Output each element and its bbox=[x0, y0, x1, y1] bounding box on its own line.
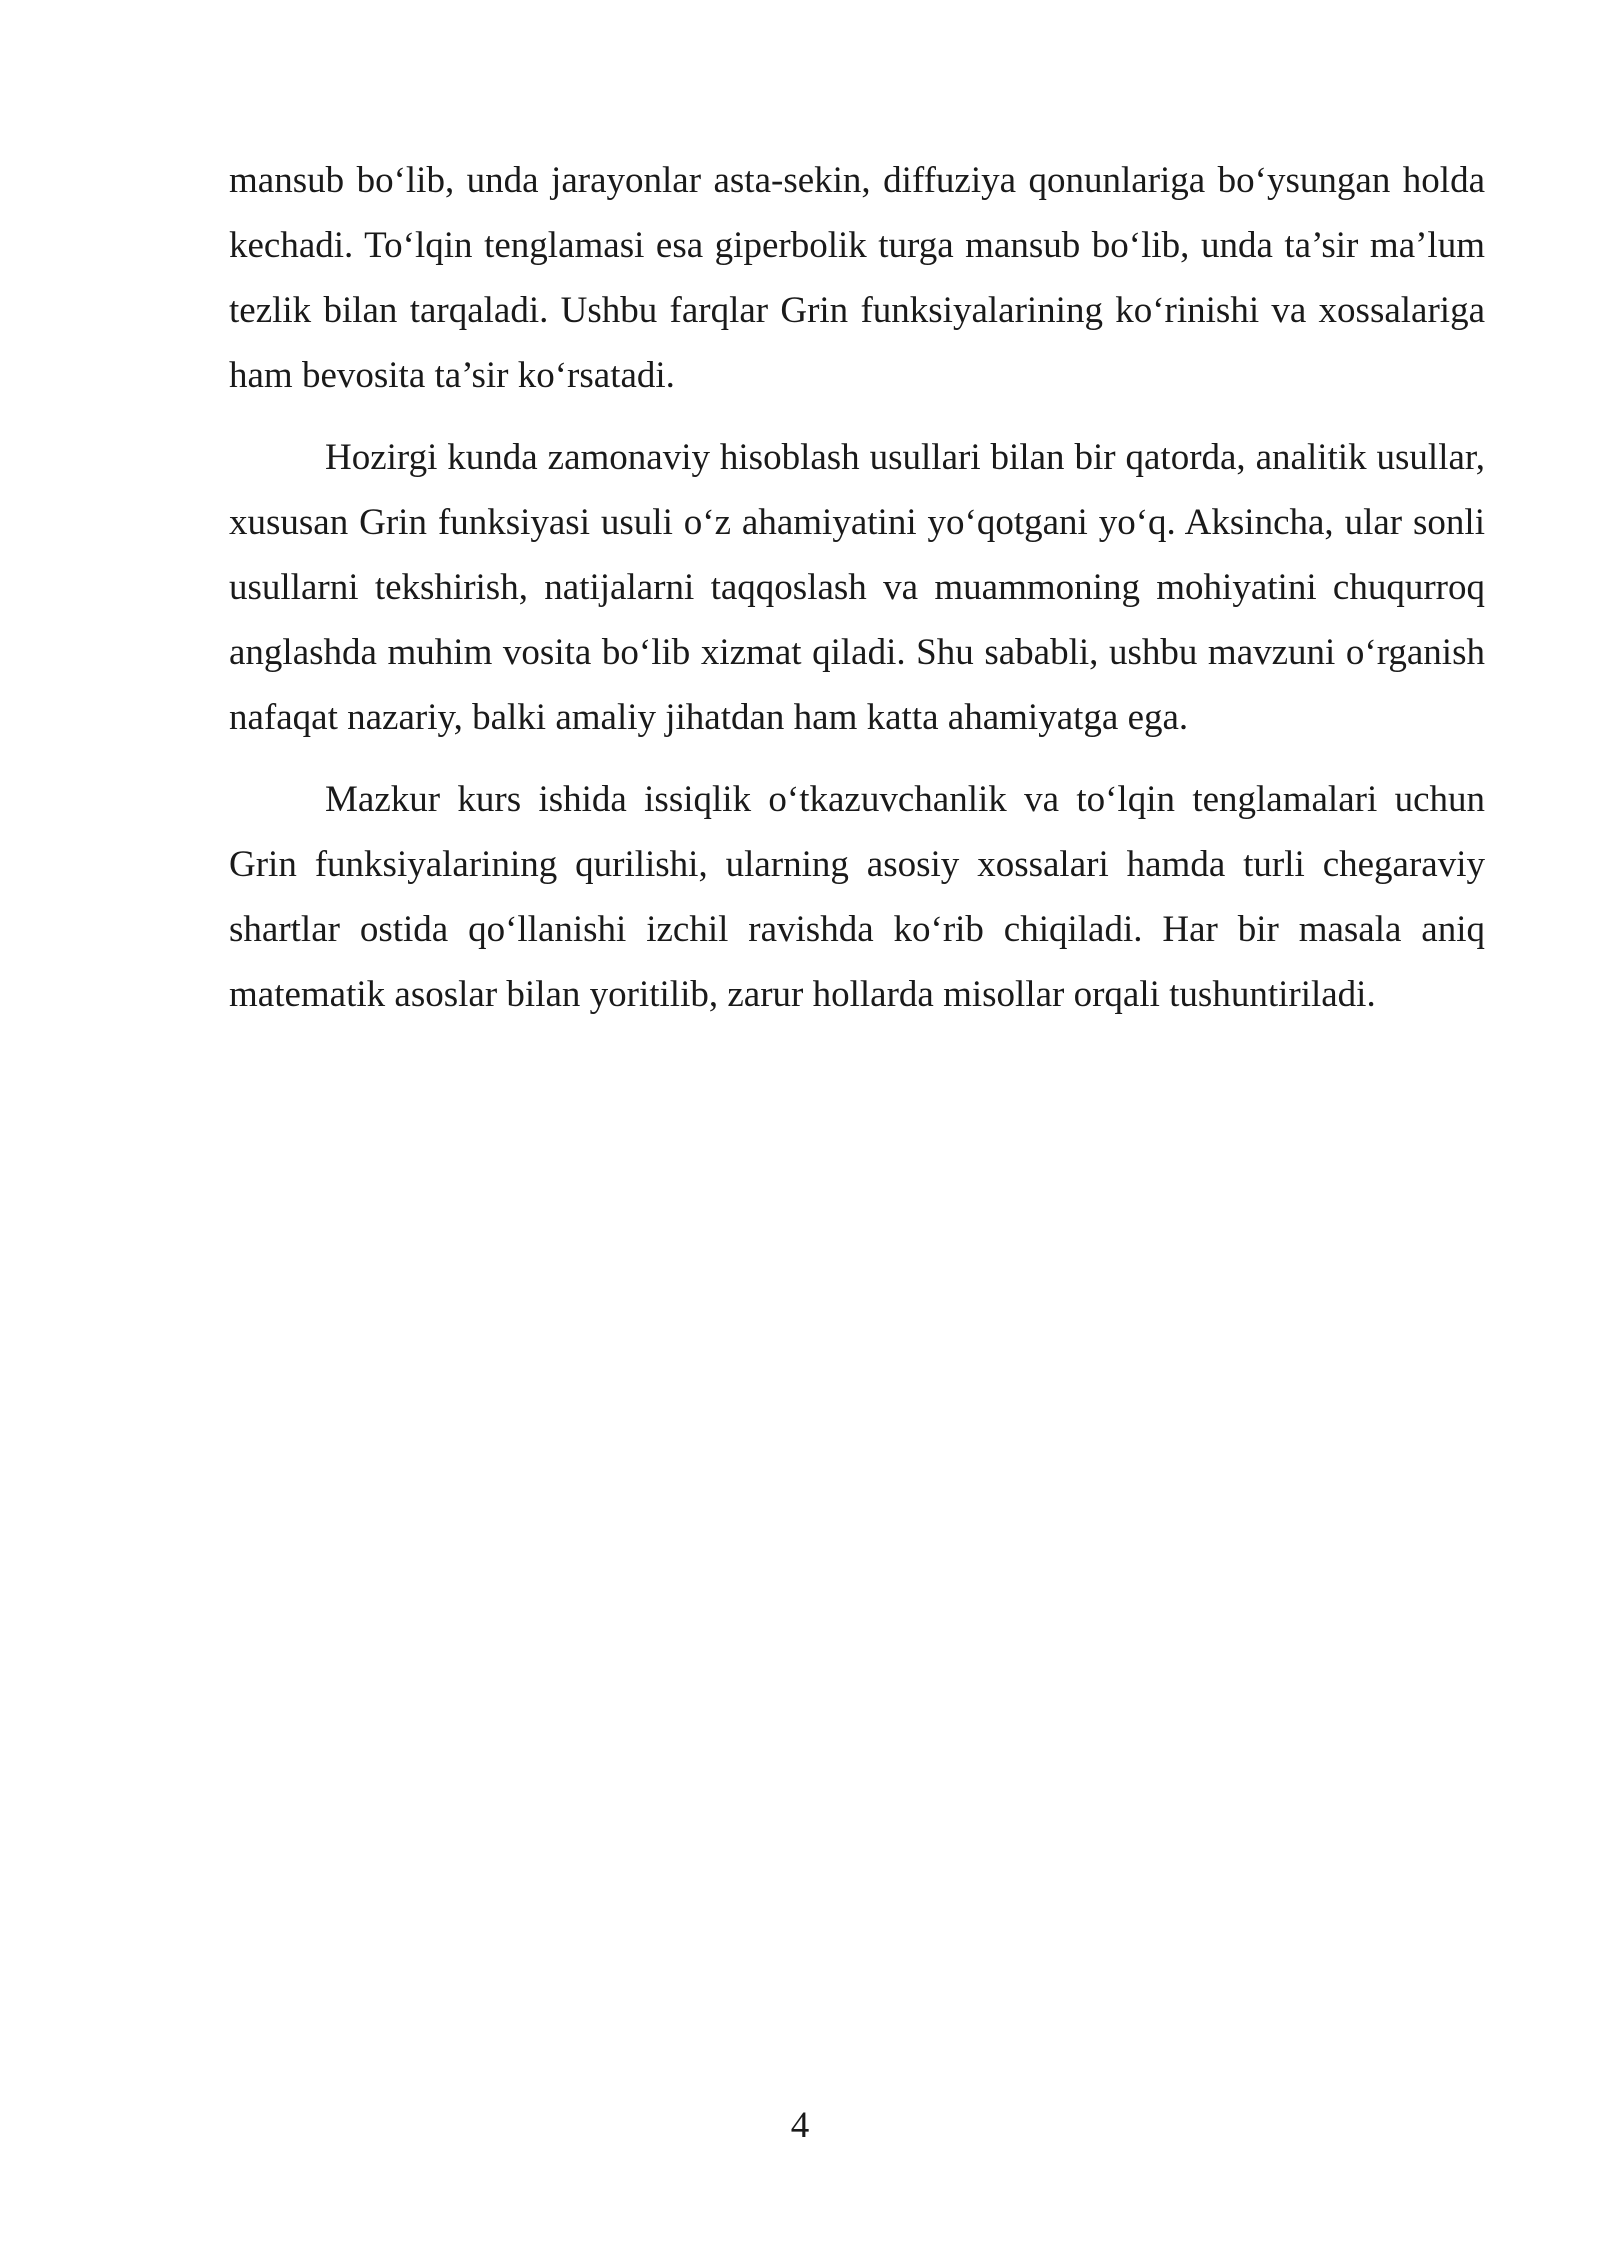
paragraph-analytic-methods: Hozirgi kunda zamonaviy hisoblash usullari bilan bir qatorda, analitik usullar, xususan Grin funksiyasi usuli o‘z ahamiyatini yo‘qotgani yo‘q. Aksincha, ular sonli usullarni tekshirish, natijalarni taqqoslash va muammoning mohiyatini chuqurroq anglashda muhim vosita bo‘lib xizmat qiladi. Shu sababli, ushbu mavzuni o‘rganish nafaqat nazariy, balki amaliy jihatdan ham katta ahamiyatga ega. bbox=[229, 437, 1485, 738]
paragraph-continuation: mansub bo‘lib, unda jarayonlar asta-sekin, diffuziya qonunlariga bo‘ysungan holda kechadi. To‘lqin tenglamasi esa giperbolik turga mansub bo‘lib, unda ta’sir ma’lum tezlik bilan tarqaladi. Ushbu farqlar Grin funksiyalarining ko‘rinishi va xossalariga ham bevosita ta’sir ko‘rsatadi. bbox=[229, 160, 1485, 396]
body-text bbox=[229, 148, 1485, 1044]
page-number: 4 bbox=[790, 2105, 810, 2146]
paragraph-course-scope: Mazkur kurs ishida issiqlik o‘tkazuvchanlik va to‘lqin tenglamalari uchun Grin funksiyalarining qurilishi, ularning asosiy xossalari hamda turli chegaraviy shartlar ostida qo‘llanishi izchil ravishda ko‘rib chiqiladi. Har bir masala aniq matematik asoslar bilan yoritilib, zarur hollarda misollar orqali tushuntiriladi. bbox=[229, 779, 1485, 1015]
